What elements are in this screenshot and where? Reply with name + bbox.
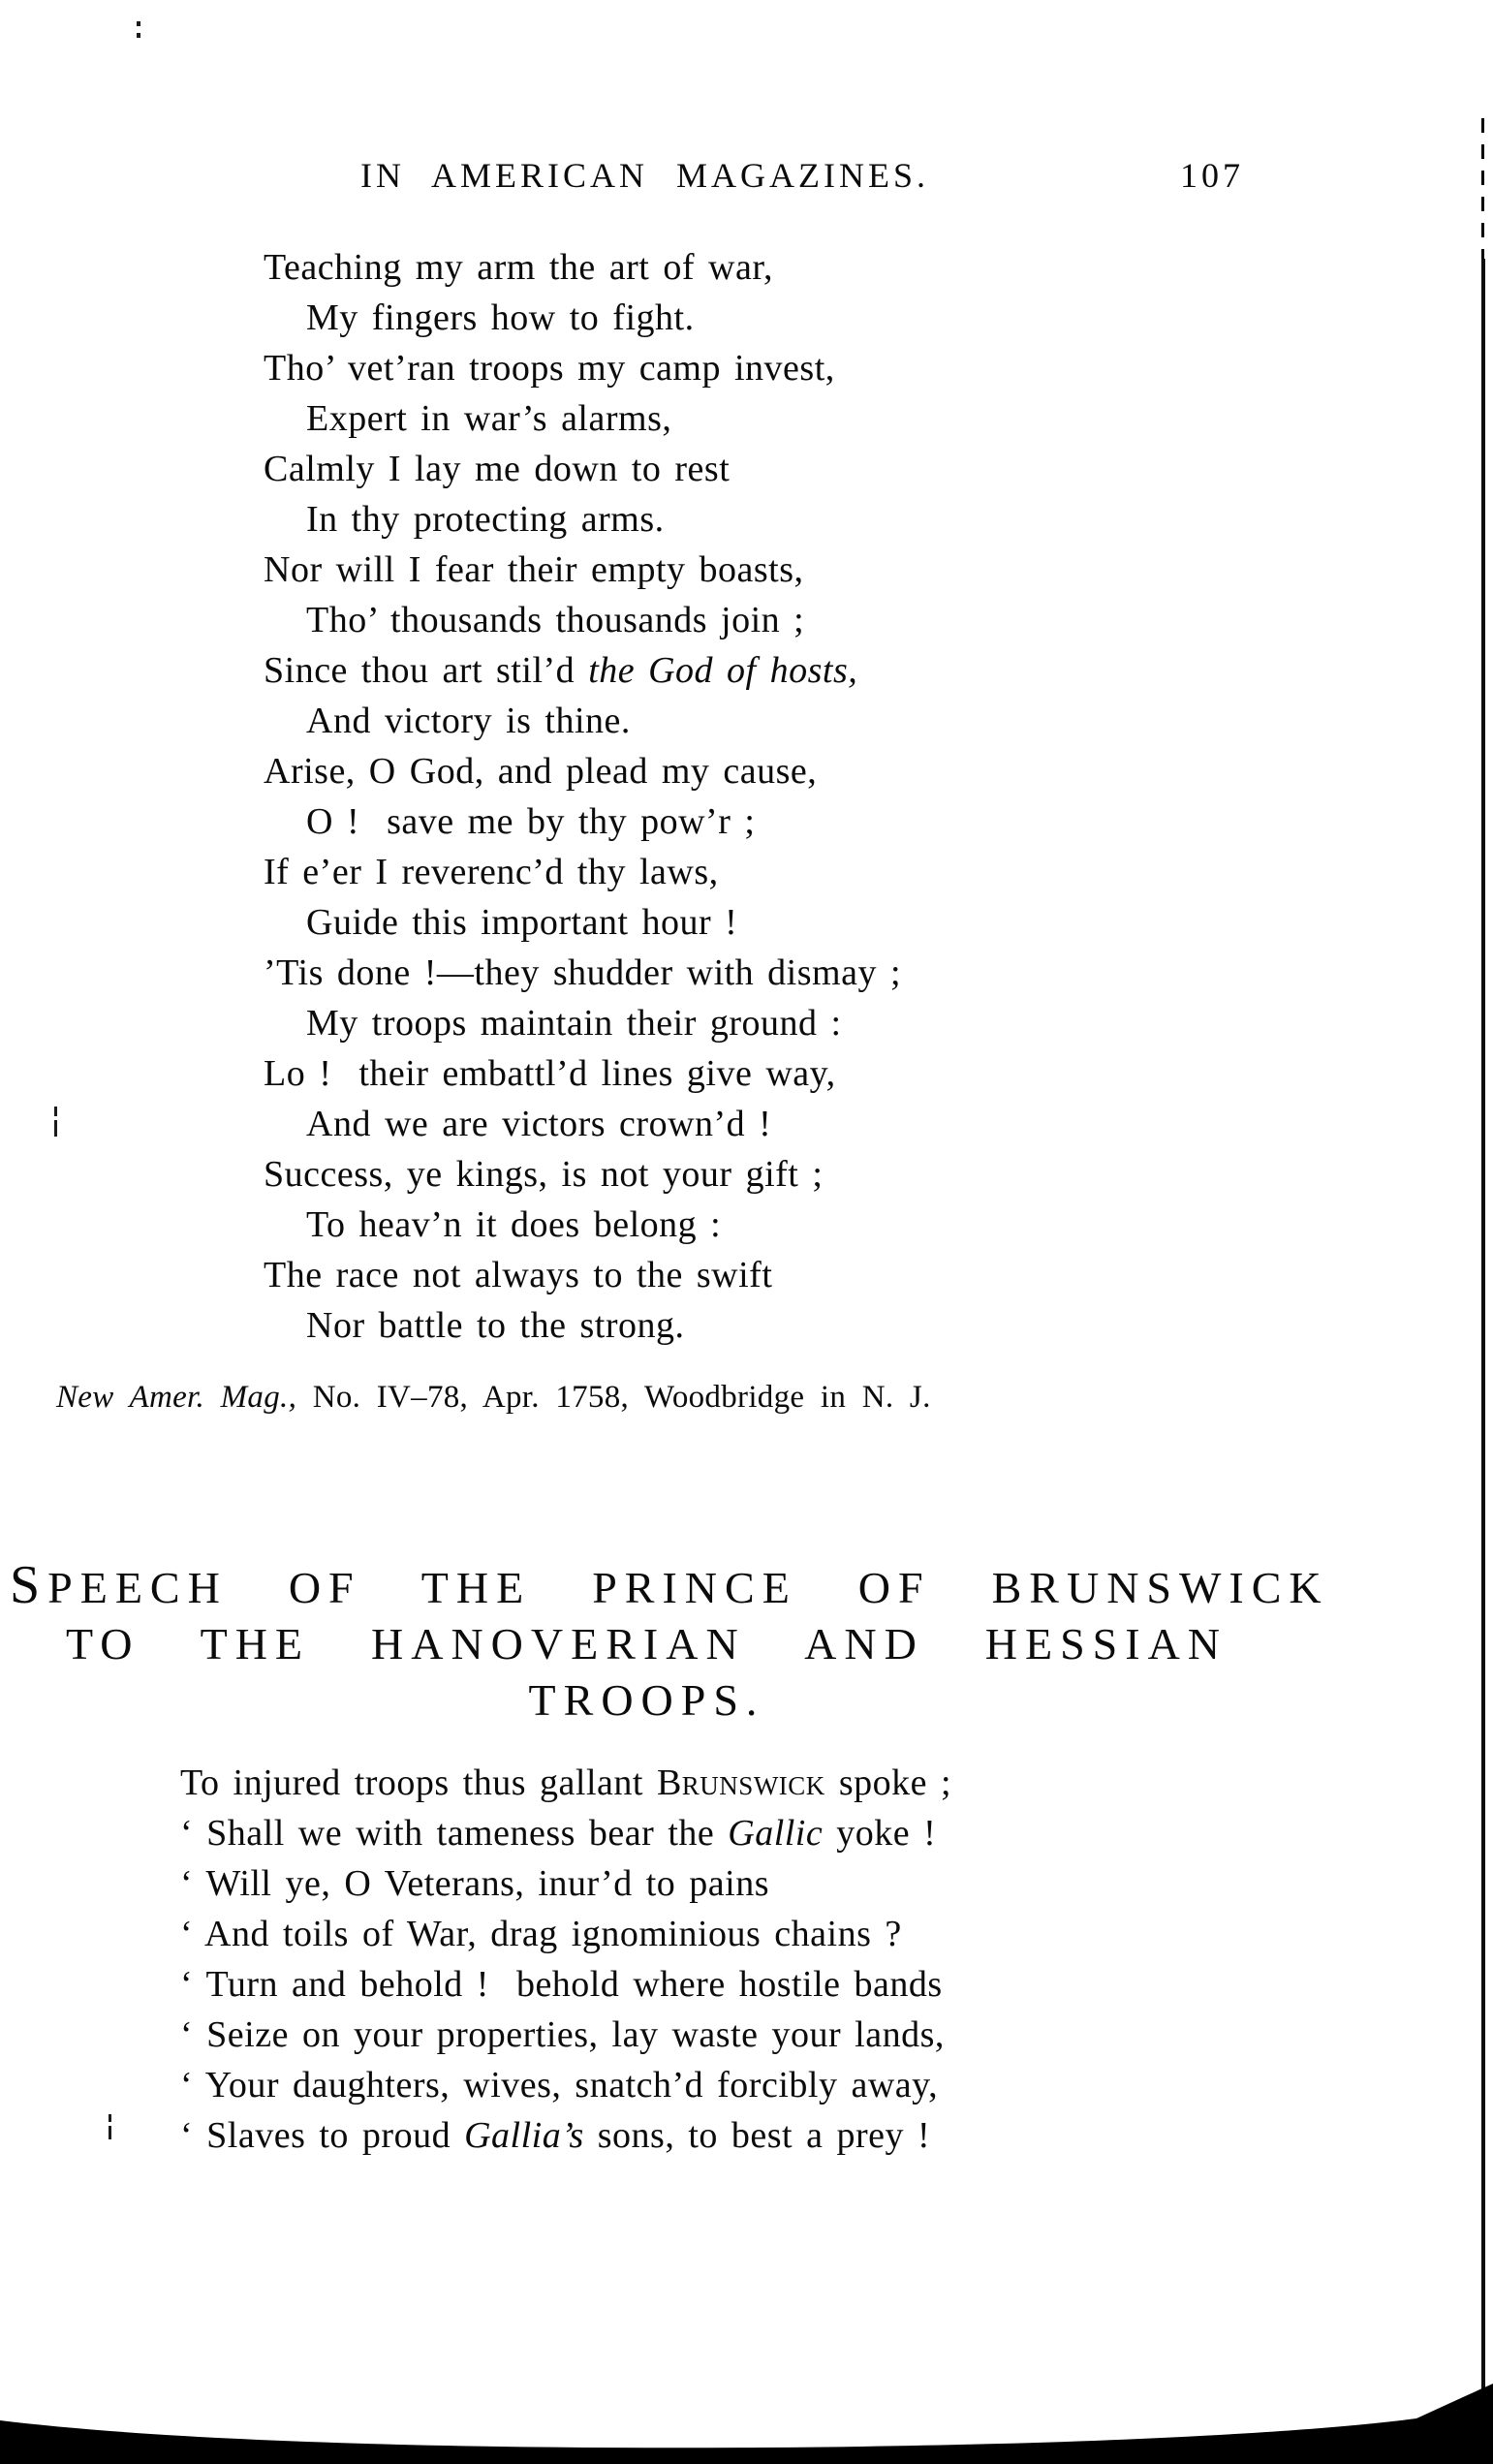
text-line: Calmly I lay me down to rest — [264, 449, 731, 489]
text-line: The race not always to the swift — [264, 1255, 773, 1295]
text-line: Tho’ vet’ran troops my camp invest, — [264, 348, 835, 389]
margin-mark-icon — [54, 1120, 57, 1137]
text-line: Tho’ thousands thousands join ; — [306, 600, 805, 640]
text-line: In thy protecting arms. — [306, 499, 665, 540]
text-line: ‘ Shall we with tameness bear the Gallic yoke ! — [180, 1813, 937, 1854]
scan-speck-icon — [137, 33, 140, 38]
text-line: TO THE HANOVERIAN AND HESSIAN — [65, 1619, 1229, 1669]
running-header-title: IN AMERICAN MAGAZINES. — [360, 156, 929, 195]
text-line: To injured troops thus gallant Brunswick spoke ; — [180, 1762, 952, 1803]
page-edge-line — [1481, 259, 1485, 2464]
text-line: ‘ And toils of War, drag ignominious chains ? — [180, 1914, 902, 1954]
text-line: To heav’n it does belong : — [306, 1204, 722, 1245]
source-citation — [56, 1376, 931, 1419]
text-line: ‘ Seize on your properties, lay waste your lands, — [180, 2014, 945, 2055]
text-line: Since thou art stil’d the God of hosts, — [264, 650, 858, 691]
text-line: And we are victors crown’d ! — [306, 1104, 772, 1144]
text-line: Arise, O God, and plead my cause, — [264, 751, 818, 792]
margin-mark-icon — [109, 2126, 111, 2139]
text-line: ‘ Your daughters, wives, snatch’d forcibly away, — [180, 2065, 939, 2105]
section-heading — [10, 1555, 1329, 1729]
poem-speech-stanza — [180, 1758, 951, 2161]
text-line: My fingers how to fight. — [306, 297, 695, 338]
text-line: ‘ Will ye, O Veterans, inur’d to pains — [180, 1863, 769, 1904]
text-line: Lo ! their embattl’d lines give way, — [264, 1053, 836, 1094]
text-line: TROOPS. — [528, 1675, 765, 1725]
page-edge-line-dashed — [1481, 118, 1484, 259]
text-line: New Amer. Mag., No. IV–78, Apr. 1758, Woodbridge in N. J. — [56, 1380, 931, 1415]
margin-mark-icon — [54, 1107, 57, 1116]
text-line: ‘ Turn and behold ! behold where hostile bands — [180, 1964, 943, 2005]
text-line: ’Tis done !—they shudder with dismay ; — [264, 952, 902, 993]
scan-speck-icon — [137, 21, 140, 26]
scan-gutter-shadow — [0, 2372, 1493, 2464]
text-line: O ! save me by thy pow’r ; — [306, 801, 756, 842]
page-number: 107 — [1180, 156, 1244, 195]
text-line: ‘ Slaves to proud Gallia’s sons, to best a prey ! — [180, 2115, 931, 2156]
text-line: Teaching my arm the art of war, — [264, 247, 773, 288]
margin-mark-icon — [109, 2114, 111, 2122]
text-line: Nor battle to the strong. — [306, 1305, 685, 1346]
text-line: Guide this important hour ! — [306, 902, 738, 943]
text-line: Expert in war’s alarms, — [306, 398, 672, 439]
text-line: My troops maintain their ground : — [306, 1003, 842, 1044]
text-line: If e’er I reverenc’d thy laws, — [264, 852, 719, 892]
text-line: And victory is thine. — [306, 701, 631, 741]
text-line: Nor will I fear their empty boasts, — [264, 549, 804, 590]
poem-first-stanzas — [264, 242, 901, 1351]
text-line: SPEECH OF THE PRINCE OF BRUNSWICK — [10, 1555, 1329, 1615]
text-line: Success, ye kings, is not your gift ; — [264, 1154, 824, 1195]
